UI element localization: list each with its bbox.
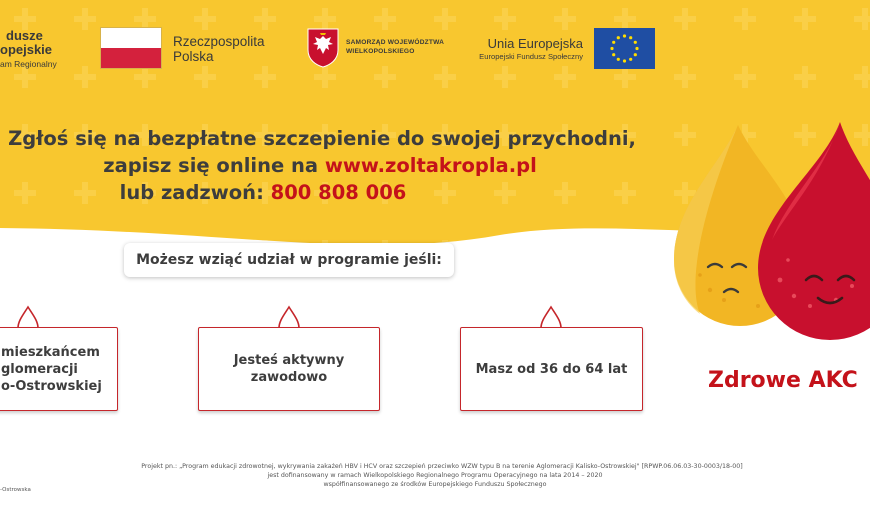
footer-line2: jest dofinansowany w ramach Wielkopolskiego Regionalnego Programu Operacyjnego na lata 2014 – 2020 [267, 472, 603, 479]
criterion-1-line1: mieszkańcem [1, 344, 100, 360]
headline-text-2: zapisz się online na [103, 154, 325, 177]
rp-logo-line1: Rzeczpospolita [173, 34, 265, 49]
wlkp-logo-line1: SAMORZĄD WOJEWÓDZTWA [346, 39, 445, 46]
criterion-2-line1: Jesteś aktywny [233, 353, 345, 368]
wielkopolska-coat-of-arms-icon [307, 28, 339, 68]
footer-line3: współfinansowanego ze środków Europejskiego Funduszu Społecznego [323, 481, 547, 488]
headline-line2 [0, 154, 645, 177]
headline-line1 [0, 127, 647, 150]
brand-name: Zdrowe AKC [708, 368, 858, 393]
eu-flag-icon [594, 28, 655, 69]
fe-logo-line1: dusze [6, 28, 43, 43]
criterion-card-age [460, 327, 643, 411]
ue-logo-line1: Unia Europejska [487, 36, 583, 51]
criterion-1-line2: glomeracji [1, 361, 78, 377]
eligibility-heading-box [124, 243, 454, 277]
footer-line1: Projekt pn.: „Program edukacji zdrowotnej, wykrywania zakażeń HBV i HCV oraz szczepień przeciwko WZW typu B na terenie Aglomeracji Kalisko-Ostrowskiej" [RPWP.06.06.03-30-0003/18-00] [141, 463, 743, 470]
ue-logo-text [455, 36, 583, 62]
criterion-3-line1: Masz od 36 do 64 lat [475, 361, 628, 377]
rp-logo-text [173, 34, 265, 64]
footer-corner-text: -Ostrowska [0, 487, 31, 493]
headline-text-1: Zgłoś się na bezpłatne szczepienie do swojej przychodni, [8, 127, 636, 150]
eligibility-heading: Możesz wziąć udział w programie jeśli: [136, 252, 442, 268]
website-link[interactable]: www.zoltakropla.pl [324, 154, 537, 177]
poland-flag-icon [101, 28, 161, 68]
fe-logo-line3: am Regionalny [0, 59, 57, 69]
fe-logo-text [0, 29, 57, 71]
drop-mascots-illustration [660, 110, 870, 370]
criterion-2-line2: zawodowo [250, 370, 328, 385]
fe-logo-line2: opejskie [0, 42, 53, 57]
wlkp-logo-line2: WIELKOPOLSKIEGO [346, 48, 415, 55]
headline-line3 [0, 181, 588, 204]
headline-text-3: lub zadzwoń: [119, 181, 271, 204]
criterion-card-residence [0, 327, 118, 411]
phone-number[interactable]: 800 808 006 [270, 181, 407, 204]
ue-logo-line2: Europejski Fundusz Społeczny [479, 52, 583, 61]
wlkp-logo-text [346, 38, 444, 56]
criterion-card-employment [198, 327, 380, 411]
criterion-1-line3: o-Ostrowskiej [1, 378, 102, 394]
rp-logo-line2: Polska [173, 49, 214, 64]
